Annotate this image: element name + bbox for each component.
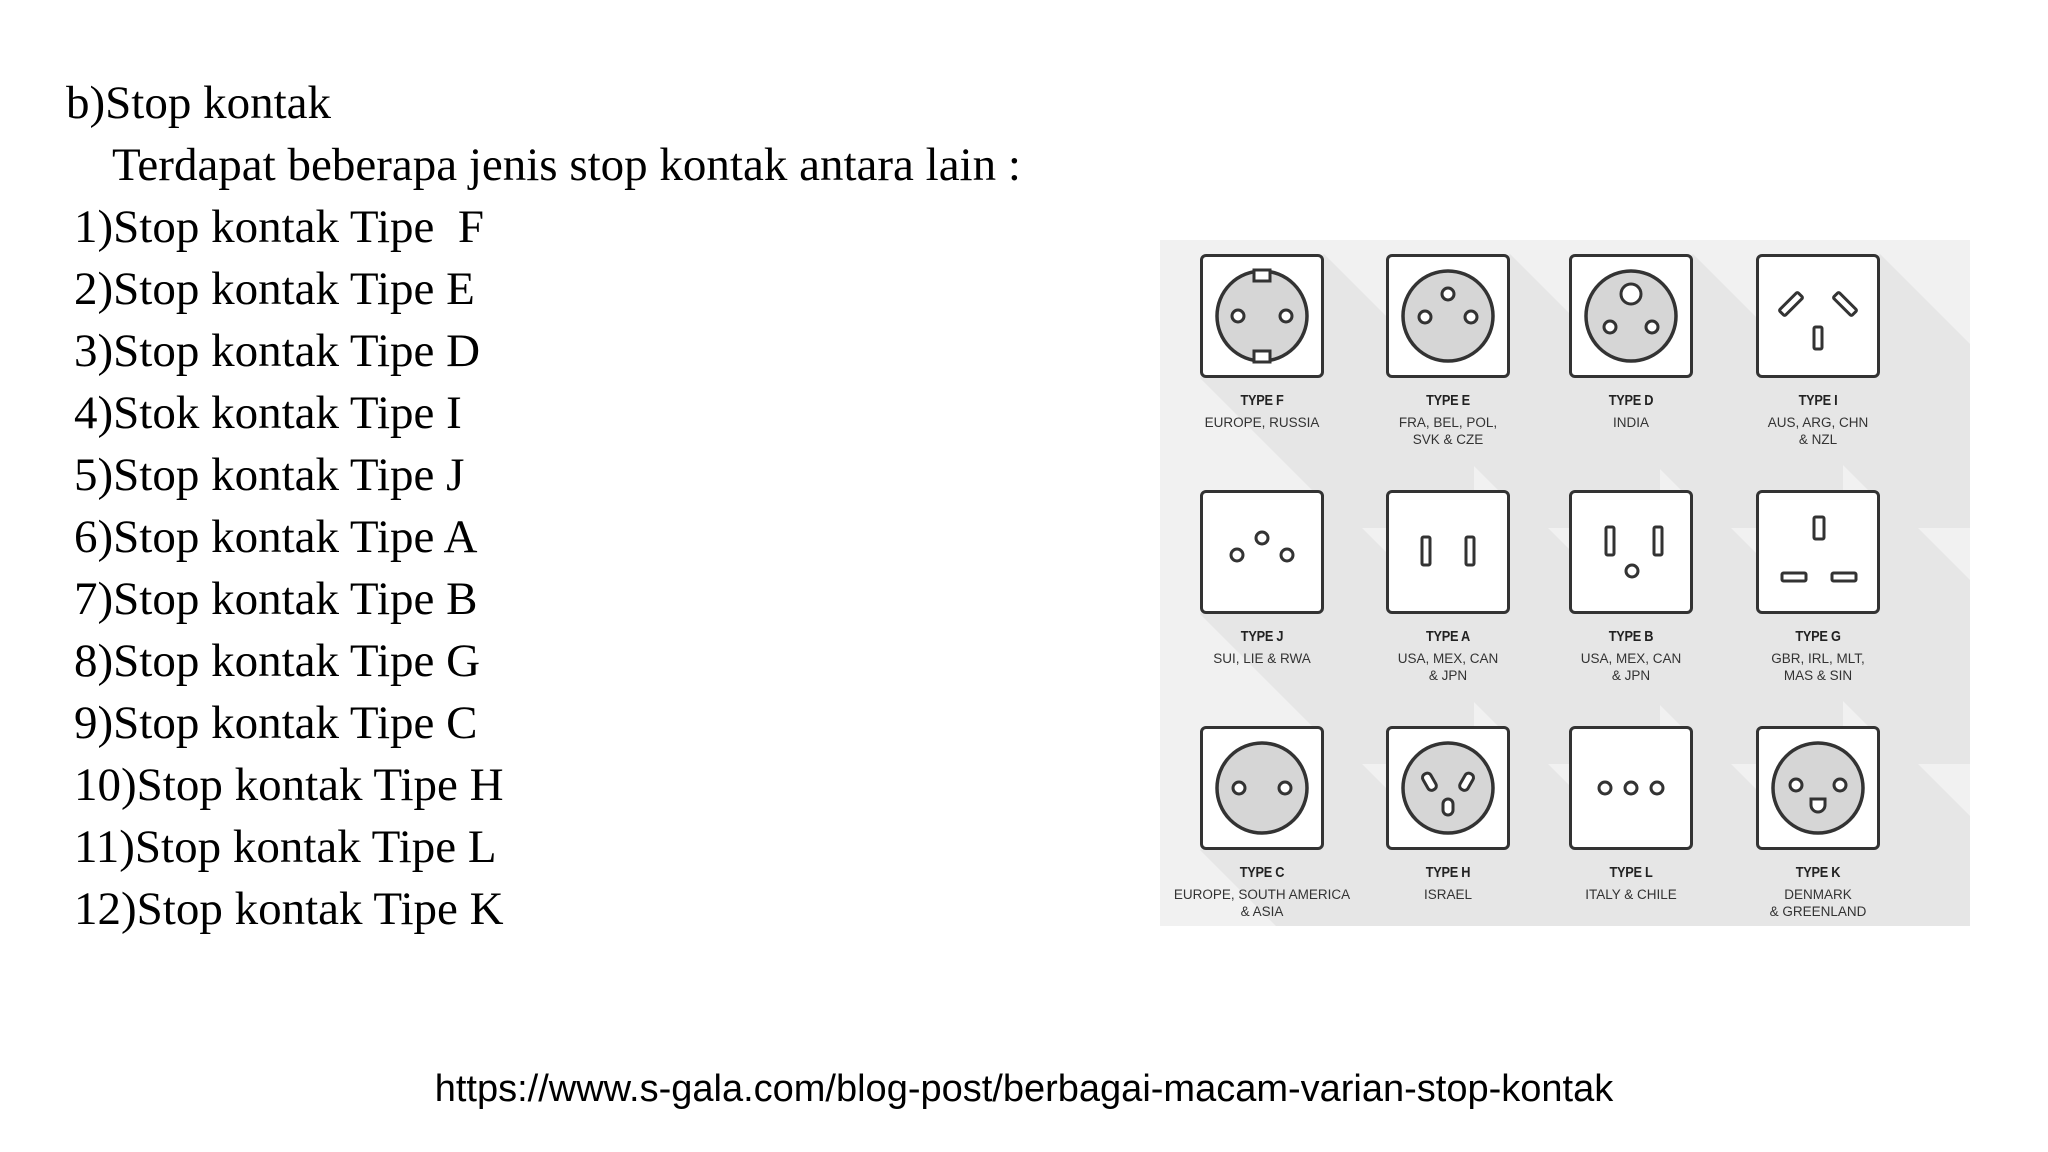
socket-type-label: TYPE K: [1795, 864, 1841, 881]
socket-cell: [1346, 476, 1546, 696]
socket-plate: [1200, 254, 1324, 378]
socket-country-label: USA, MEX, CAN & JPN: [1397, 651, 1499, 683]
socket-country-label: GBR, IRL, MLT, MAS & SIN: [1771, 651, 1865, 683]
list-item: 7)Stop kontak Tipe B: [74, 573, 478, 625]
socket-cell: [1529, 712, 1729, 926]
socket-cell: [1160, 712, 1360, 926]
list-item: 9)Stop kontak Tipe C: [74, 697, 478, 749]
socket-plate: [1386, 254, 1510, 378]
socket-cell: [1716, 712, 1916, 926]
list-item: 3)Stop kontak Tipe D: [74, 325, 481, 377]
socket-type-label: TYPE F: [1240, 392, 1284, 409]
socket-cell: [1346, 712, 1546, 926]
socket-plate: [1756, 726, 1880, 850]
socket-plate: [1569, 490, 1693, 614]
type-g-socket-icon: [1759, 493, 1877, 611]
socket-type-label: TYPE L: [1609, 864, 1653, 881]
socket-cell: [1716, 476, 1916, 696]
socket-cell: [1529, 476, 1729, 696]
type-f-socket-icon: [1203, 257, 1321, 375]
type-e-socket-icon: [1389, 257, 1507, 375]
type-h-socket-icon: [1389, 729, 1507, 847]
socket-plate: [1386, 726, 1510, 850]
type-a-socket-icon: [1389, 493, 1507, 611]
type-j-socket-icon: [1203, 493, 1321, 611]
socket-type-label: TYPE H: [1425, 864, 1471, 881]
type-c-socket-icon: [1203, 729, 1321, 847]
list-item: 5)Stop kontak Tipe J: [74, 449, 465, 501]
socket-type-label: TYPE B: [1608, 628, 1654, 645]
socket-plate: [1200, 726, 1324, 850]
list-item: 6)Stop kontak Tipe A: [74, 511, 478, 563]
socket-country-label: FRA, BEL, POL, SVK & CZE: [1398, 415, 1498, 447]
list-item: 8)Stop kontak Tipe G: [74, 635, 481, 687]
socket-type-list: [74, 196, 504, 940]
list-item: 1)Stop kontak Tipe F: [74, 201, 485, 253]
socket-types-image: [1160, 240, 1970, 926]
socket-country-label: INDIA: [1612, 415, 1649, 430]
socket-plate: [1386, 490, 1510, 614]
socket-type-label: TYPE J: [1240, 628, 1284, 645]
socket-country-label: SUI, LIE & RWA: [1213, 651, 1311, 666]
type-d-socket-icon: [1572, 257, 1690, 375]
type-b-socket-icon: [1572, 493, 1690, 611]
socket-type-label: TYPE G: [1795, 628, 1841, 645]
socket-type-label: TYPE I: [1798, 392, 1838, 409]
list-item: 11)Stop kontak Tipe L: [74, 821, 497, 873]
socket-cell: [1160, 476, 1360, 696]
list-item: 10)Stop kontak Tipe H: [74, 759, 504, 811]
socket-type-label: TYPE D: [1608, 392, 1654, 409]
socket-country-label: ITALY & CHILE: [1585, 887, 1677, 902]
socket-type-label: TYPE C: [1239, 864, 1285, 881]
type-k-socket-icon: [1759, 729, 1877, 847]
socket-country-label: DENMARK & GREENLAND: [1769, 887, 1867, 919]
list-item: 2)Stop kontak Tipe E: [74, 263, 475, 315]
socket-cell: [1160, 240, 1360, 460]
socket-type-label: TYPE A: [1425, 628, 1471, 645]
socket-plate: [1569, 254, 1693, 378]
list-item: 4)Stok kontak Tipe I: [74, 387, 462, 439]
socket-country-label: ISRAEL: [1423, 887, 1473, 902]
socket-country-label: EUROPE, SOUTH AMERICA & ASIA: [1173, 887, 1351, 919]
list-item: 12)Stop kontak Tipe K: [74, 883, 504, 935]
socket-country-label: USA, MEX, CAN & JPN: [1580, 651, 1682, 683]
type-l-socket-icon: [1572, 729, 1690, 847]
socket-country-label: AUS, ARG, CHN & NZL: [1767, 415, 1869, 447]
section-heading: b)Stop kontak: [66, 77, 332, 129]
socket-country-label: EUROPE, RUSSIA: [1204, 415, 1320, 430]
intro-text: Terdapat beberapa jenis stop kontak antara lain :: [112, 139, 1021, 191]
socket-cell: [1346, 240, 1546, 460]
socket-plate: [1200, 490, 1324, 614]
socket-type-label: TYPE E: [1426, 392, 1470, 409]
socket-plate: [1756, 254, 1880, 378]
socket-cell: [1716, 240, 1916, 460]
socket-plate: [1756, 490, 1880, 614]
source-url: https://www.s-gala.com/blog-post/berbagai-macam-varian-stop-kontak: [434, 1068, 1614, 1110]
socket-cell: [1529, 240, 1729, 460]
socket-plate: [1569, 726, 1693, 850]
type-i-socket-icon: [1759, 257, 1877, 375]
